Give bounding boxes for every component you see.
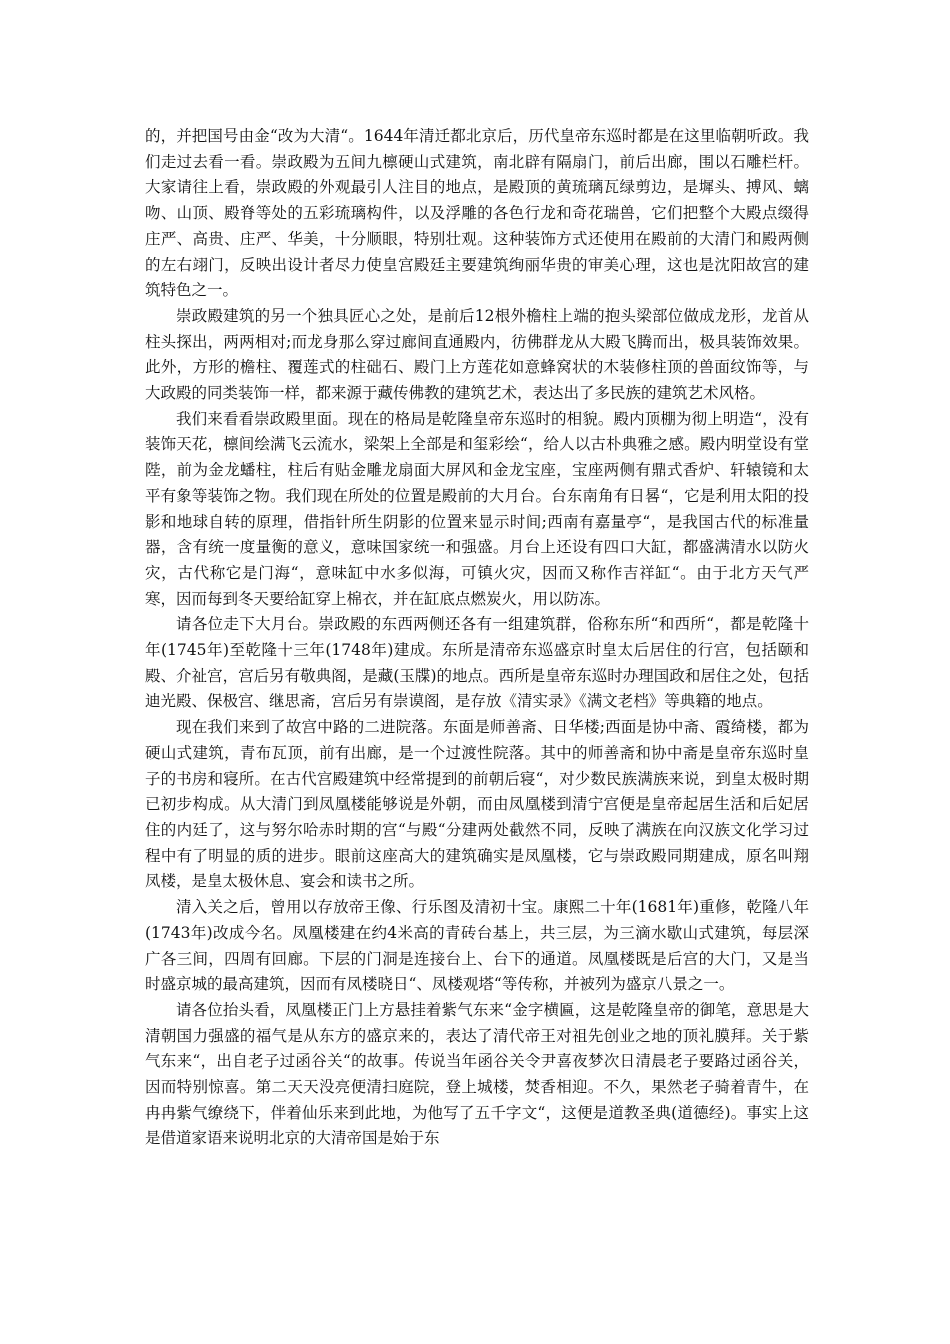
paragraph-4: 请各位走下大月台。崇政殿的东西两侧还各有一组建筑群，俗称东所“和西所“，都是乾隆十年(1745年)至乾隆十三年(1748年)建成。东所是清帝东巡盛京时皇太后居住的行宫，包括颐和殿、介祉宫，宫后另有敬典阁，是藏(玉牒)的地点。西所是皇帝东巡时办理国政和居住之处，包括迪光殿、保极宫、继思斋，宫后另有崇谟阁，是存放《清实录》《满文老档》等典籍的地点。	[145, 615, 809, 711]
paragraph-1: 的，并把国号由金“改为大清“。1644年清迁都北京后，历代皇帝东巡时都是在这里临朝听政。我们走过去看一看。崇政殿为五间九檩硬山式建筑，南北辟有隔扇门，前后出廊，围以石雕栏杆。大家请往上看，崇政殿的外观最引人注目的地点，是殿顶的黄琉璃瓦绿剪边，是墀头、搏风、螭吻、山顶、殿脊等处的五彩琉璃构件，以及浮雕的各色行龙和奇花瑞兽，它们把整个大殿点缀得庄严、高贵、庄严、华美，十分顺眼，特别壮观。这种装饰方式还使用在殿前的大清门和殿两侧的左右翊门，反映出设计者尽力使皇宫殿廷主要建筑绚丽华贵的审美心理，这也是沈阳故宫的建筑特色之一。	[145, 127, 809, 300]
paragraph-3: 我们来看看崇政殿里面。现在的格局是乾隆皇帝东巡时的相貌。殿内顶棚为彻上明造“，没有装饰天花，檩间绘满飞云流水，梁架上全部是和玺彩绘“，给人以古朴典雅之感。殿内明堂设有堂陛，前为金龙蟠柱，柱后有贴金雕龙扇面大屏风和金龙宝座，宝座两侧有鼎式香炉、轩辕镜和太平有象等装饰之物。我们现在所处的位置是殿前的大月台。台东南角有日晷“，它是利用太阳的投影和地球自转的原理，借指针所生阴影的位置来显示时间;西南有嘉量亭“，是我国古代的标准量器，含有统一度量衡的意义，意味国家统一和强盛。月台上还设有四口大缸，都盛满清水以防火灾，古代称它是门海“，意味缸中水多似海，可镇火灾，因而又称作吉祥缸“。由于北方天气严寒，因而每到冬天要给缸穿上棉衣，并在缸底点燃炭火，用以防冻。	[145, 409, 809, 608]
paragraph-5: 现在我们来到了故宫中路的二进院落。东面是师善斋、日华楼;西面是协中斋、霞绮楼，都为硬山式建筑，青布瓦顶，前有出廊，是一个过渡性院落。其中的师善斋和协中斋是皇帝东巡时皇子的书房和寝所。在古代宫殿建筑中经常提到的前朝后寝“，对少数民族满族来说，到皇太极时期已初步构成。从大清门到凤凰楼能够说是外朝，而由凤凰楼到清宁宫便是皇帝起居生活和后妃居住的内廷了，这与努尔哈赤时期的宫“与殿“分建两处截然不同，反映了满族在向汉族文化学习过程中有了明显的质的进步。眼前这座高大的建筑确实是凤凰楼，它与崇政殿同期建成，原名叫翔凤楼，是皇太极休息、宴会和读书之所。	[145, 718, 809, 891]
paragraph-2: 崇政殿建筑的另一个独具匠心之处，是前后12根外檐柱上端的抱头梁部位做成龙形，龙首从柱头探出，两两相对;而龙身那么穿过廊间直通殿内，彷佛群龙从大殿飞腾而出，极具装饰效果。此外，方形的檐柱、覆莲式的柱础石、殿门上方莲花如意蜂窝状的木装修柱顶的兽面纹饰等，与大政殿的同类装饰一样，都来源于藏传佛教的建筑艺术，表达出了多民族的建筑艺术风格。	[145, 306, 809, 403]
paragraph-6: 清入关之后，曾用以存放帝王像、行乐图及清初十宝。康熙二十年(1681年)重修，乾隆八年(1743年)改成今名。凤凰楼建在约4米高的青砖台基上，共三层，为三滴水歇山式建筑，每层深广各三间，四周有回廊。下层的门洞是连接台上、台下的通道。凤凰楼既是后宫的大门，又是当时盛京城的最高建筑，因而有凤楼晓日“、凤楼观塔“等传称，并被列为盛京八景之一。	[145, 898, 809, 994]
document-page	[145, 124, 809, 1152]
paragraph-7: 请各位抬头看，凤凰楼正门上方悬挂着紫气东来“金字横匾，这是乾隆皇帝的御笔，意思是大清朝国力强盛的福气是从东方的盛京来的，表达了清代帝王对祖先创业之地的顶礼膜拜。关于紫气东来“，出自老子过函谷关“的故事。传说当年函谷关令尹喜夜梦次日清晨老子要路过函谷关，因而特别惊喜。第二天天没亮便清扫庭院，登上城楼，焚香相迎。不久，果然老子骑着青牛，在冉冉紫气缭绕下，伴着仙乐来到此地，为他写了五千字文“，这便是道教圣典(道德经)。事实上这是借道家语来说明北京的大清帝国是始于东	[145, 1000, 809, 1148]
